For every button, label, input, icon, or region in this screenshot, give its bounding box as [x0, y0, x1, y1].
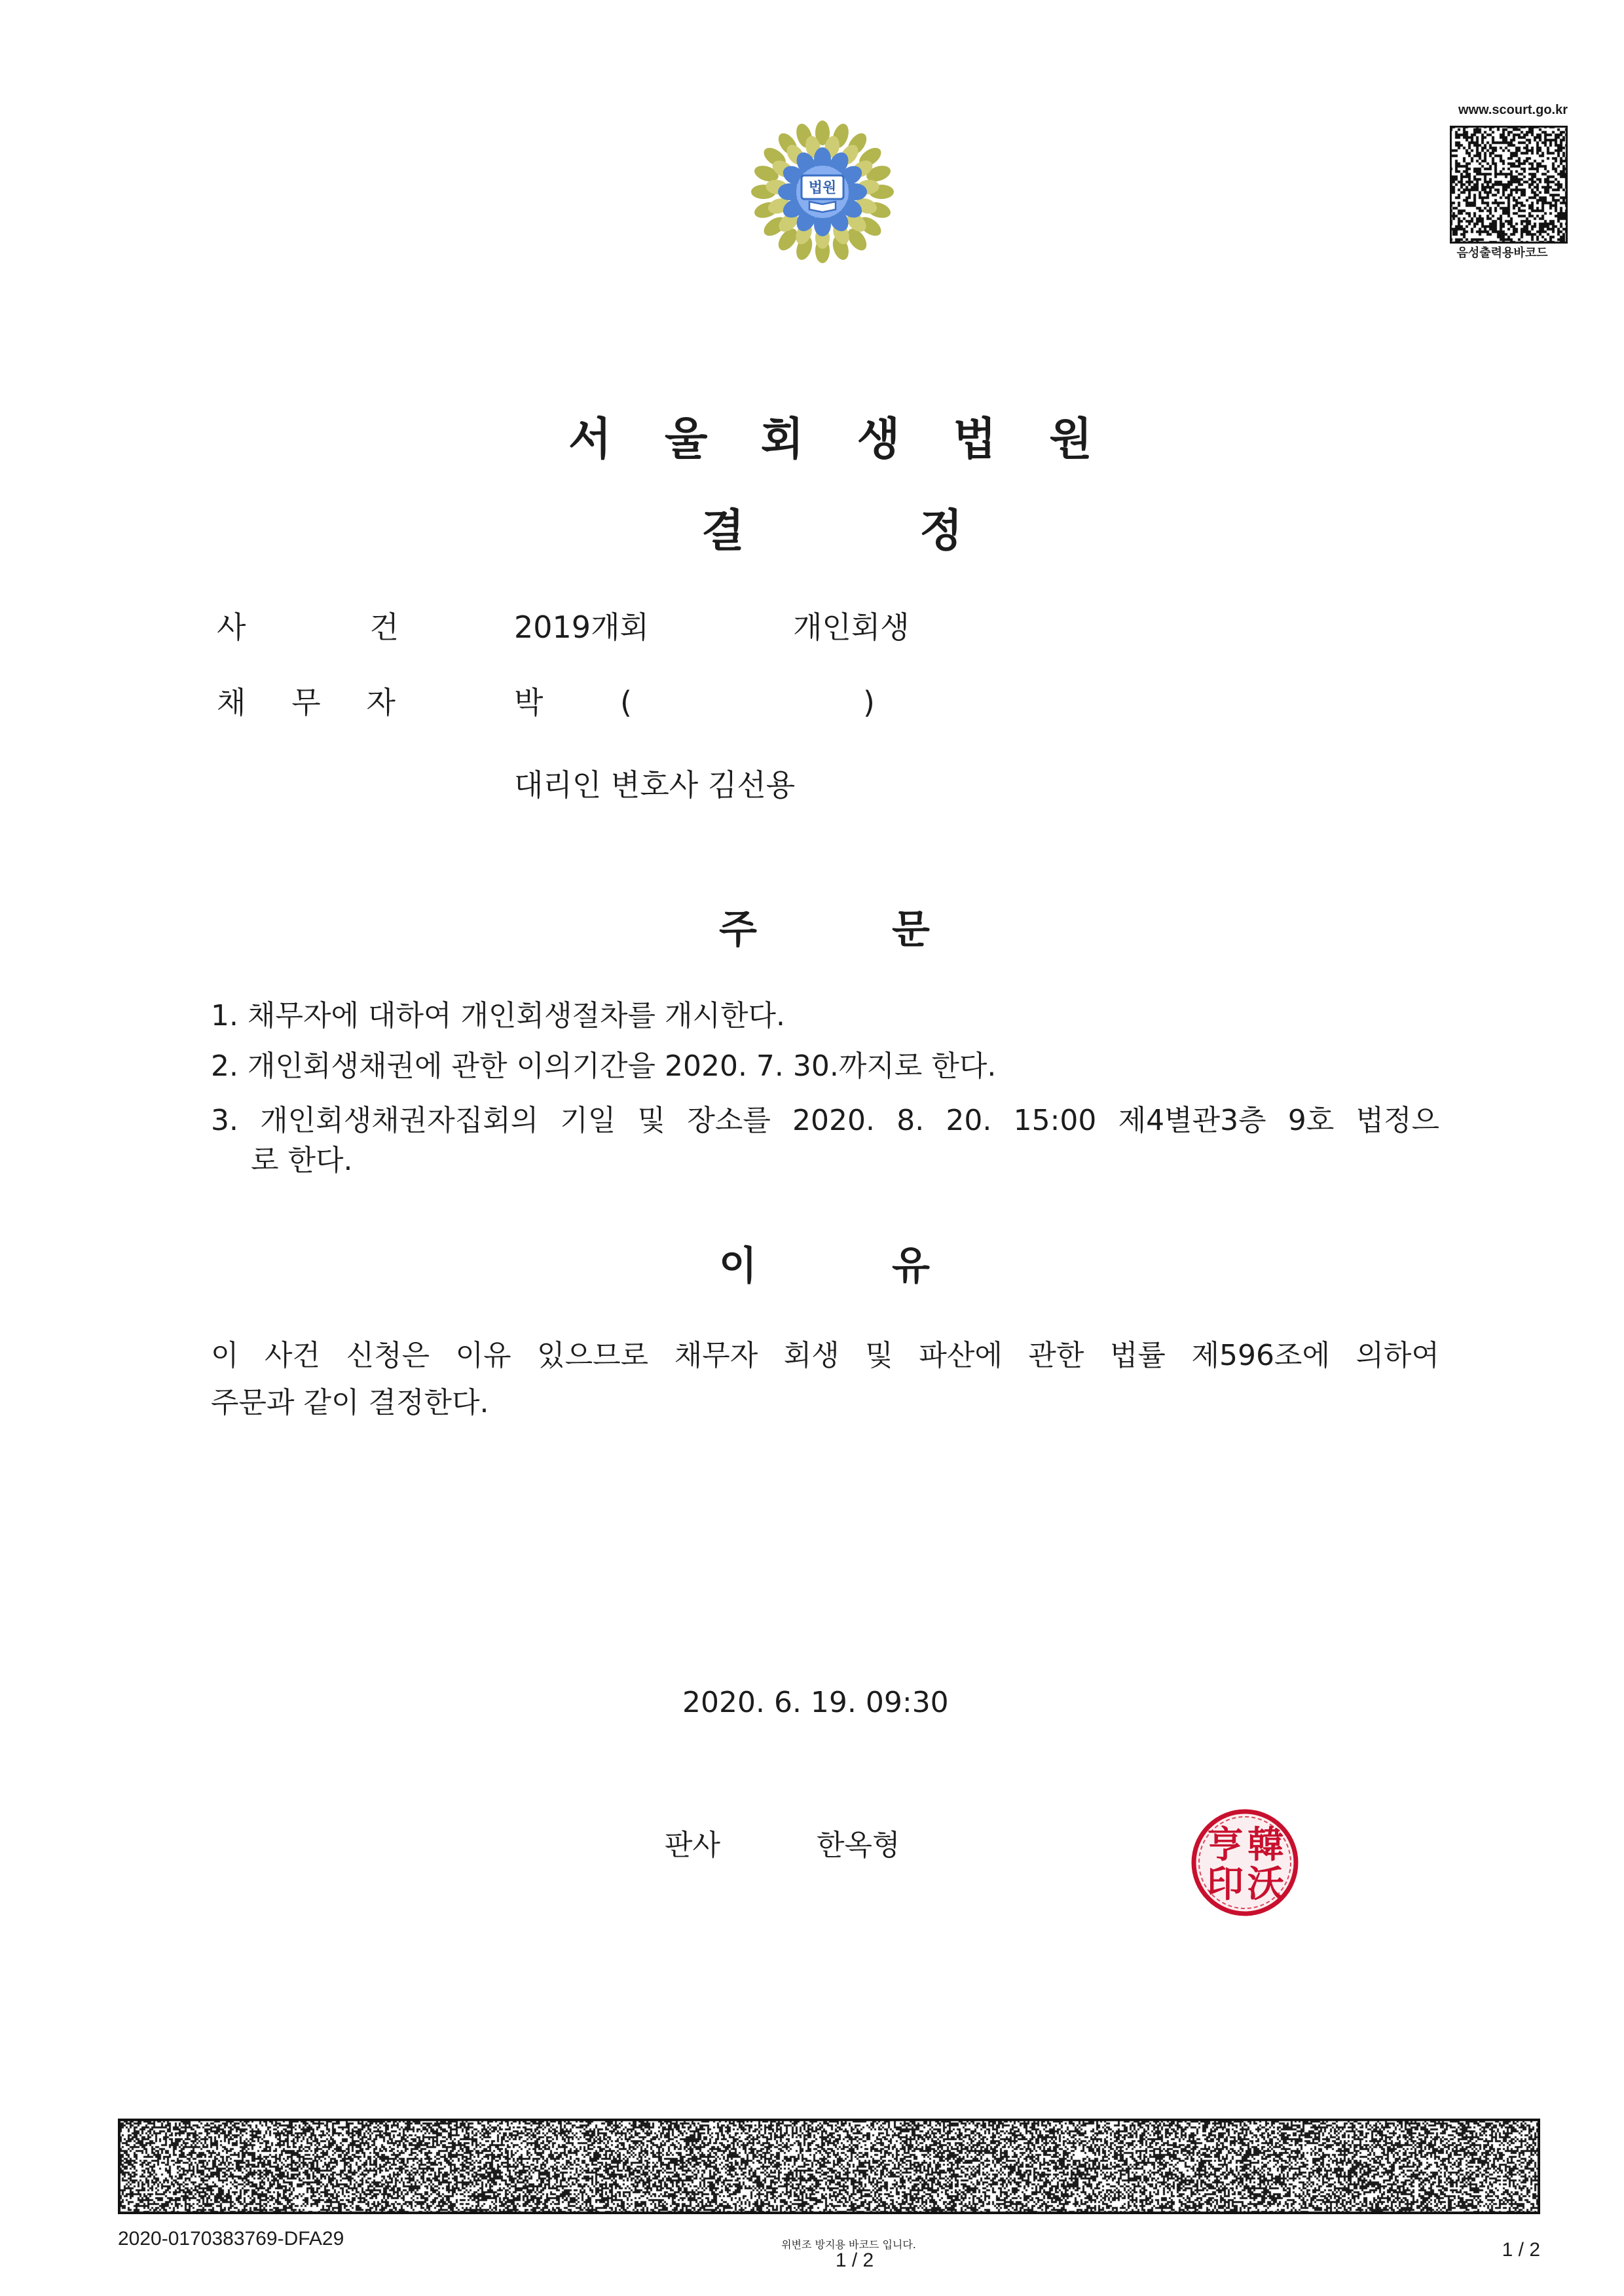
court-name: 서 울 회 생 법 원	[568, 414, 1092, 465]
anti-forgery-barcode	[118, 2119, 1540, 2214]
seal-char: 亨	[1207, 1823, 1244, 1867]
debtor-name: 박	[514, 685, 544, 720]
document-id: 2020-0170383769-DFA29	[118, 2228, 344, 2250]
order-item: 1. 채무자에 대하여 개인회생절차를 개시한다.	[211, 999, 785, 1032]
court-emblem-logo	[750, 118, 895, 266]
order-item: 2. 개인회생채권에 관한 이의기간을 2020. 7. 30.까지로 한다.	[211, 1049, 997, 1083]
reason-heading: 이 유	[719, 1243, 930, 1289]
order-item-continued: 로 한다.	[251, 1144, 353, 1177]
page-number-center: 1 / 2	[835, 2250, 874, 2271]
qr-url: www.scourt.go.kr	[1458, 103, 1568, 117]
judge-title: 판사	[665, 1829, 721, 1862]
document-type: 결 정	[701, 505, 963, 557]
barcode-note: 위변조 방지용 바코드 입니다.	[781, 2238, 916, 2251]
reason-line: 주문과 같이 결정한다.	[211, 1386, 489, 1419]
emblem-text: 법원	[808, 180, 837, 196]
judge-name: 한옥형	[817, 1829, 900, 1862]
seal-char: 韓	[1247, 1823, 1284, 1867]
case-number: 2019개회	[514, 610, 649, 645]
debtor-paren-close: )	[863, 685, 875, 720]
reason-line: 이 사건 신청은 이유 있으므로 채무자 회생 및 파산에 관한 법률 제596조에 의하여	[211, 1339, 1439, 1372]
debtor-paren-open: (	[620, 685, 632, 720]
case-label: 사 건	[217, 610, 399, 645]
decision-date: 2020. 6. 19. 09:30	[682, 1686, 949, 1719]
seal-char: 沃	[1247, 1863, 1284, 1906]
debtor-agent: 대리인 변호사 김선용	[514, 767, 796, 803]
page-number-right: 1 / 2	[1502, 2239, 1540, 2261]
seal-char: 印	[1207, 1863, 1244, 1906]
order-heading: 주 문	[719, 907, 930, 953]
judge-seal-stamp	[1189, 1806, 1301, 1919]
debtor-label: 채 무 자	[217, 685, 396, 720]
qr-code	[1450, 126, 1568, 244]
qr-label: 음성출력용바코드	[1456, 246, 1548, 260]
order-item: 3. 개인회생채권자집회의 기일 및 장소를 2020. 8. 20. 15:00 제4별관3층 9호 법정으	[211, 1104, 1439, 1137]
case-type: 개인회생	[793, 610, 910, 645]
